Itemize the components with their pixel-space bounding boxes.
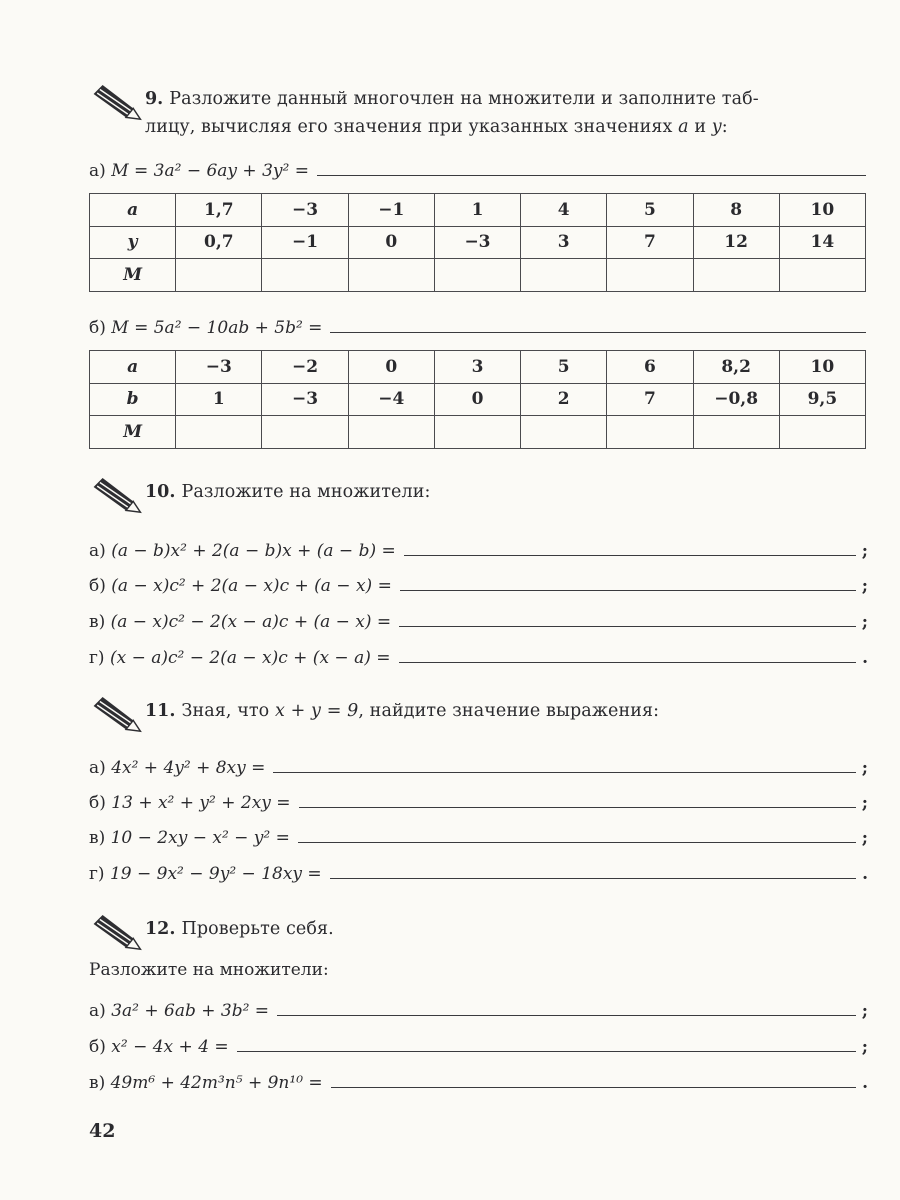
task-10-heading — [89, 478, 430, 514]
item-label: а) — [89, 758, 106, 778]
value-cell: 9,5 — [779, 383, 865, 416]
task-number: 10. — [145, 482, 176, 502]
value-cell: −1 — [262, 226, 348, 259]
answer-blank[interactable] — [331, 1087, 856, 1088]
value-cell: 14 — [779, 226, 865, 259]
exercise-item — [89, 1031, 868, 1057]
task-11-heading — [89, 697, 659, 733]
item-label: б) — [89, 576, 106, 596]
end-punctuation: . — [862, 864, 868, 884]
end-punctuation: ; — [861, 758, 868, 778]
task-text-part: Зная, что — [181, 701, 275, 721]
expression: M = 5a² − 10ab + 5b² = — [111, 318, 323, 338]
answer-cell[interactable] — [693, 416, 779, 449]
end-punctuation: ; — [861, 612, 868, 632]
exercise-item — [89, 752, 868, 778]
table-row — [90, 416, 866, 449]
answer-blank[interactable] — [330, 332, 866, 333]
end-punctuation: . — [862, 648, 868, 668]
item-label: а) — [89, 1001, 106, 1021]
exercise-item — [89, 642, 868, 668]
expression: (a − x)c² + 2(a − x)c + (a − x) = — [111, 576, 392, 596]
value-cell: 3 — [434, 351, 520, 384]
answer-cell[interactable] — [521, 416, 607, 449]
answer-cell[interactable] — [693, 259, 779, 292]
row-header: M — [90, 416, 176, 449]
task-text: Проверьте себя. — [181, 919, 334, 939]
item-expression — [89, 576, 400, 596]
exercise-item — [89, 995, 868, 1021]
exercise-item — [89, 606, 868, 632]
item-label — [89, 161, 317, 181]
value-cell: 5 — [607, 194, 693, 227]
value-cell: 2 — [521, 383, 607, 416]
item-expression — [89, 541, 404, 561]
value-cell: 7 — [607, 383, 693, 416]
value-cell: 0,7 — [176, 226, 262, 259]
value-cell: 12 — [693, 226, 779, 259]
value-cell: −3 — [262, 194, 348, 227]
item-label: б) — [89, 1037, 106, 1057]
item-label: в) — [89, 828, 106, 848]
expression: (x − a)c² − 2(a − x)c + (x − a) = — [109, 648, 391, 668]
end-punctuation: . — [862, 1073, 868, 1093]
value-cell: 4 — [521, 194, 607, 227]
answer-blank[interactable] — [298, 842, 856, 843]
answer-cell[interactable] — [176, 416, 262, 449]
exercise-item — [89, 1067, 868, 1093]
row-header: a — [90, 351, 176, 384]
exercise-item — [89, 535, 868, 561]
variable: a — [678, 117, 689, 137]
row-header: M — [90, 259, 176, 292]
value-cell: −4 — [348, 383, 434, 416]
variable: y — [711, 117, 722, 137]
value-cell: 0 — [348, 351, 434, 384]
expression: 4x² + 4y² + 8xy = — [111, 758, 266, 778]
value-cell: 6 — [607, 351, 693, 384]
item-expression — [89, 1001, 277, 1021]
item-expression — [89, 1073, 331, 1093]
values-table-b — [89, 350, 866, 449]
task-text-continued — [145, 113, 865, 141]
row-header: y — [90, 226, 176, 259]
expression: 19 − 9x² − 9y² − 18xy = — [109, 864, 322, 884]
value-cell: 0 — [434, 383, 520, 416]
value-cell: 1 — [176, 383, 262, 416]
task-9-heading — [89, 85, 865, 141]
answer-cell[interactable] — [348, 259, 434, 292]
condition: x + y = 9 — [274, 701, 359, 721]
task-number: 9. — [145, 89, 164, 109]
end-punctuation: ; — [861, 541, 868, 561]
answer-blank[interactable] — [277, 1015, 856, 1016]
answer-blank[interactable] — [399, 662, 857, 663]
task-number: 12. — [145, 919, 176, 939]
table-row — [90, 226, 866, 259]
item-label — [89, 318, 330, 338]
answer-cell[interactable] — [262, 416, 348, 449]
value-cell: −2 — [262, 351, 348, 384]
value-cell: 1 — [434, 194, 520, 227]
value-cell: −3 — [176, 351, 262, 384]
value-cell: −0,8 — [693, 383, 779, 416]
answer-blank[interactable] — [273, 772, 856, 773]
task-9a-line — [89, 155, 866, 181]
table-row — [90, 259, 866, 292]
item-label: г) — [89, 864, 105, 884]
exercise-item — [89, 822, 868, 848]
answer-blank[interactable] — [330, 878, 856, 879]
task-text-part: , найдите значение выражения: — [358, 701, 660, 721]
value-cell: 1,7 — [176, 194, 262, 227]
expression: (a − x)c² − 2(x − a)c + (a − x) = — [110, 612, 392, 632]
end-punctuation: ; — [861, 793, 868, 813]
item-expression — [89, 648, 399, 668]
table-row — [90, 383, 866, 416]
answer-cell[interactable] — [779, 259, 865, 292]
answer-cell[interactable] — [607, 416, 693, 449]
expression: 10 − 2xy − x² − y² = — [110, 828, 290, 848]
answer-blank[interactable] — [399, 626, 856, 627]
answer-blank[interactable] — [400, 590, 856, 591]
answer-blank[interactable] — [317, 175, 866, 176]
expression: 13 + x² + y² + 2xy = — [111, 793, 291, 813]
value-cell: 3 — [521, 226, 607, 259]
answer-cell[interactable] — [434, 259, 520, 292]
item-expression — [89, 612, 399, 632]
subheading: Разложите на множители: — [89, 960, 329, 980]
item-expression — [89, 828, 298, 848]
item-expression — [89, 1037, 237, 1057]
row-header: a — [90, 194, 176, 227]
expression: 49m⁶ + 42m³n⁵ + 9n¹⁰ = — [110, 1073, 323, 1093]
value-cell: 8 — [693, 194, 779, 227]
label: б) — [89, 318, 106, 338]
end-punctuation: ; — [861, 1037, 868, 1057]
table-row — [90, 194, 866, 227]
task-9b-line — [89, 312, 866, 338]
values-table-a — [89, 193, 866, 292]
answer-cell[interactable] — [521, 259, 607, 292]
value-cell: 0 — [348, 226, 434, 259]
pencil-icon — [89, 915, 145, 951]
value-cell: 8,2 — [693, 351, 779, 384]
answer-cell[interactable] — [176, 259, 262, 292]
expression: (a − b)x² + 2(a − b)x + (a − b) = — [111, 541, 396, 561]
task-12-heading — [89, 915, 334, 951]
end-punctuation: ; — [861, 1001, 868, 1021]
answer-cell[interactable] — [434, 416, 520, 449]
exercise-item — [89, 787, 868, 813]
task-text-part: и — [688, 117, 712, 137]
task-text-part: лицу, вычисляя его значения при указанных значениях — [145, 117, 679, 137]
end-punctuation: ; — [861, 828, 868, 848]
expression: M = 3a² − 6ay + 3y² = — [111, 161, 309, 181]
value-cell: −1 — [348, 194, 434, 227]
value-cell: 10 — [779, 351, 865, 384]
page-number: 42 — [89, 1120, 116, 1142]
expression: 3a² + 6ab + 3b² = — [111, 1001, 270, 1021]
row-header: b — [90, 383, 176, 416]
pencil-icon — [89, 697, 145, 733]
value-cell: 7 — [607, 226, 693, 259]
label: а) — [89, 161, 106, 181]
item-expression — [89, 793, 299, 813]
task-text — [181, 701, 659, 721]
value-cell: −3 — [434, 226, 520, 259]
item-expression — [89, 758, 273, 778]
end-punctuation: ; — [861, 576, 868, 596]
item-label: а) — [89, 541, 106, 561]
pencil-icon — [89, 85, 145, 121]
expression: x² − 4x + 4 = — [111, 1037, 229, 1057]
item-label: в) — [89, 1073, 106, 1093]
answer-blank[interactable] — [299, 807, 856, 808]
exercise-item — [89, 570, 868, 596]
task-text: Разложите данный многочлен на множители и заполните таб- — [169, 89, 759, 109]
task-text: Разложите на множители: — [181, 482, 431, 502]
value-cell: −3 — [262, 383, 348, 416]
answer-cell[interactable] — [262, 259, 348, 292]
answer-cell[interactable] — [607, 259, 693, 292]
pencil-icon — [89, 478, 145, 514]
exercise-item — [89, 858, 868, 884]
task-number: 11. — [145, 701, 176, 721]
answer-cell[interactable] — [348, 416, 434, 449]
answer-blank[interactable] — [237, 1051, 856, 1052]
item-expression — [89, 864, 330, 884]
table-row — [90, 351, 866, 384]
value-cell: 10 — [779, 194, 865, 227]
answer-blank[interactable] — [404, 555, 856, 556]
item-label: г) — [89, 648, 105, 668]
task-text-part: : — [721, 117, 728, 137]
item-label: б) — [89, 793, 106, 813]
item-label: в) — [89, 612, 106, 632]
value-cell: 5 — [521, 351, 607, 384]
answer-cell[interactable] — [779, 416, 865, 449]
